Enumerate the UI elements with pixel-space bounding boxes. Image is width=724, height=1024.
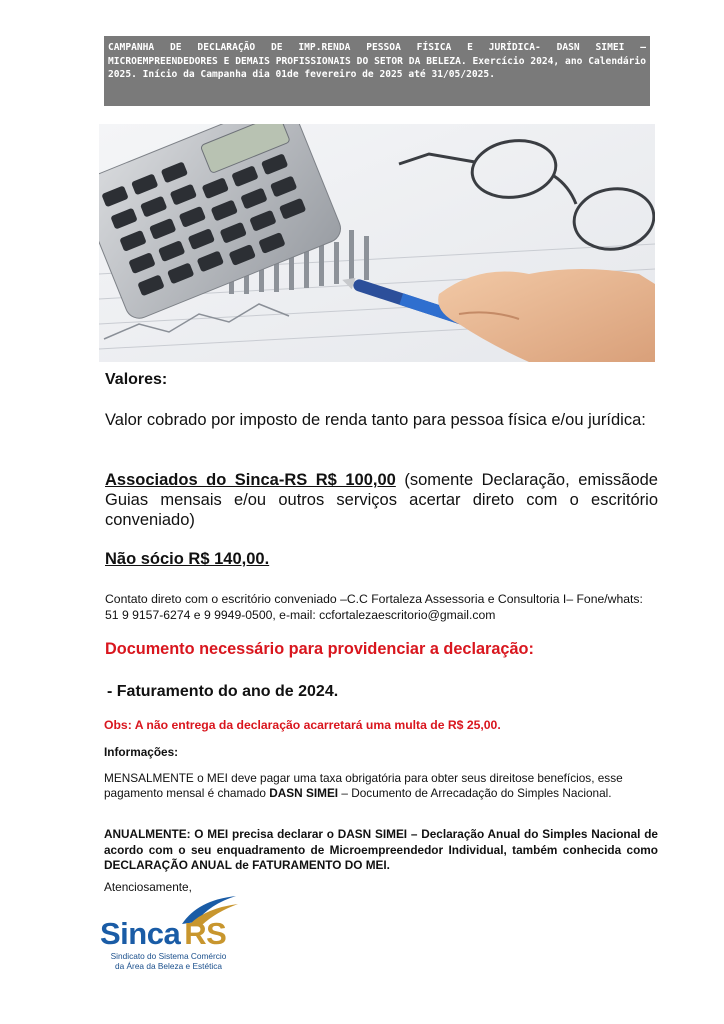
documento-heading: Documento necessário para providenciar a declaração: [105,640,534,658]
sinca-rs-logo [98,894,248,976]
campaign-header [104,36,650,106]
nao-socio-price: Não sócio R$ 140,00. [105,550,270,568]
mensal-paragraph [104,771,658,801]
associados-price: Associados do Sinca-RS R$ 100,00 [105,471,396,489]
logo-sinca: Sinca [100,916,181,951]
intro-paragraph: Valor cobrado por imposto de renda tanto para pessoa física e/ou jurídica: [105,411,646,429]
campaign-header-text: CAMPANHA DE DECLARAÇÃO DE IMP.RENDA PESSOA FÍSICA E JURÍDICA- DASN SIMEI – MICROEMPREENDEDORES E DEMAIS PROFISSIONAIS DO SETOR DA BELEZA. Exercício 2024, ano Calendário 2025. Início da Campanha dia 01de fevereiro de 2025 até 31/05/2025. [108,42,646,80]
logo-subtitle: Sindicato do Sistema Comércio da Área da Beleza e Estética [110,951,227,971]
associados-paragraph [105,470,658,530]
valores-heading: Valores: [105,371,168,388]
mensal-text-1: MENSALMENTE o MEI deve pagar uma taxa obrigatória para obter seus direitose benefícios, esse pagamento mensal é chamado [104,771,623,800]
accounting-photo [99,124,655,362]
logo-wordmark [100,916,226,952]
anual-paragraph: ANUALMENTE: O MEI precisa declarar o DASN SIMEI – Declaração Anual do Simples Nacional de acordo com o seu enquadramento de Microempreendedor Individual, também conhecida como DECLARAÇÃO ANUAL de FATURAMENTO DO MEI. [104,827,658,872]
closing-text: Atenciosamente, [104,880,192,894]
contact-info: Contato direto com o escritório conveniado –C.C Fortaleza Assessoria e Consultoria I– Fone/whats: 51 9 9157-6274 e 9 9949-0500, e-mail: ccfortalezaescritorio@gmail.com [105,592,643,622]
mensal-text-2: – Documento de Arrecadação do Simples Nacional. [338,786,612,800]
associados-note: (somente Declaração, emissãode Guias mensais e/ou outros serviços acertar direto com o escritório conveniado) [105,471,658,529]
logo-rs: RS [184,916,227,951]
faturamento-item: - Faturamento do ano de 2024. [107,683,339,700]
calculator-glasses-pen-icon [99,124,655,362]
informacoes-heading: Informações: [104,745,179,759]
obs-warning: Obs: A não entrega da declaração acarretará uma multa de R$ 25,00. [104,718,501,732]
mensal-dasn: DASN SIMEI [269,786,339,800]
